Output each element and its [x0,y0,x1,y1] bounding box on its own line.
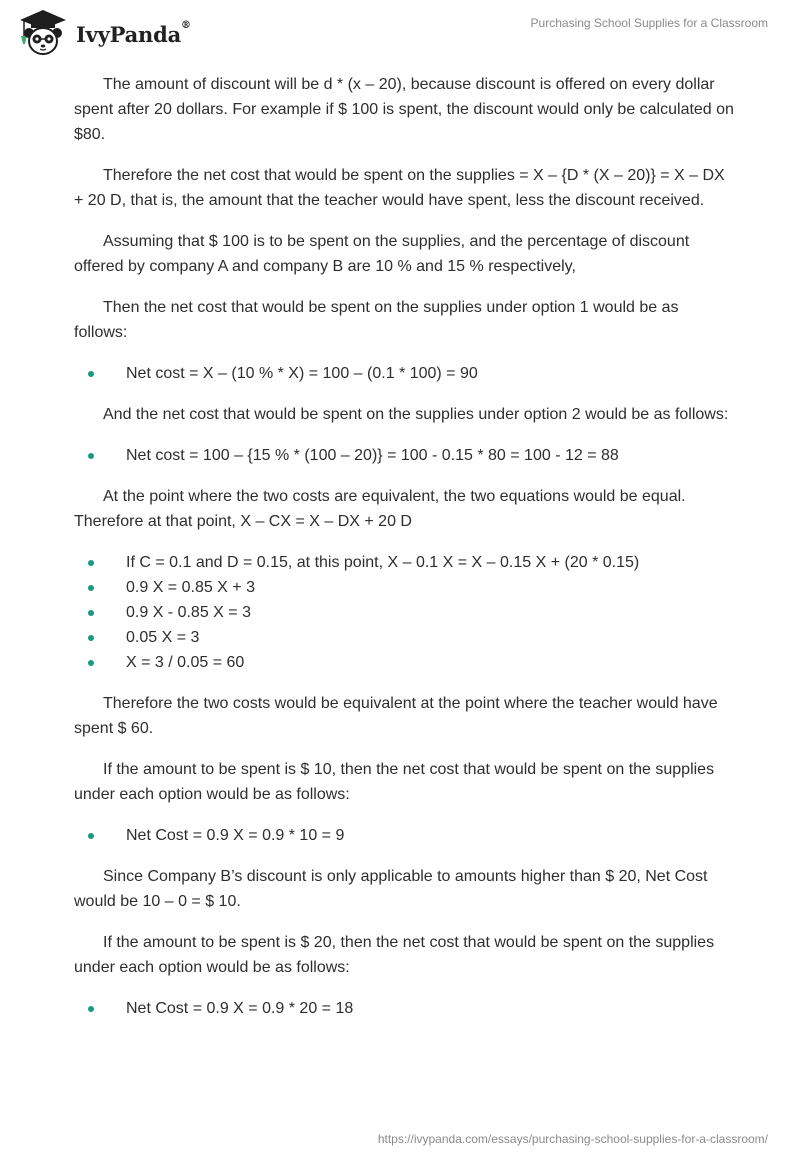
bullet-dot-icon [88,453,94,459]
list-item: 0.05 X = 3 [74,625,734,650]
source-url[interactable]: https://ivypanda.com/essays/purchasing-school-supplies-for-a-classroom/ [377,1132,768,1146]
bullet-list [74,361,734,386]
list-item: Net Cost = 0.9 X = 0.9 * 20 = 18 [74,996,734,1021]
bullet-list [74,443,734,468]
bullet-dot-icon [88,833,94,839]
bullet-list [74,550,734,675]
bullet-dot-icon [88,635,94,641]
bullet-dot-icon [88,1006,94,1012]
bullet-list [74,996,734,1021]
bullet-dot-icon [88,560,94,566]
paragraph: Since Company B’s discount is only applicable to amounts higher than $ 20, Net Cost would be 10 – 0 = $ 10. [74,868,708,910]
list-item: X = 3 / 0.05 = 60 [74,650,734,675]
paragraph: Therefore the net cost that would be spent on the supplies = X – {D * (X – 20)} = X – DX + 20 D, that is, the amount that the teacher would have spent, less the discount received. [74,167,725,209]
list-item: Net cost = X – (10 % * X) = 100 – (0.1 * 100) = 90 [74,361,734,386]
paragraph: Therefore the two costs would be equivalent at the point where the teacher would have spent $ 60. [74,695,718,737]
paragraph: Assuming that $ 100 is to be spent on the supplies, and the percentage of discount offered by company A and company B are 10 % and 15 % respectively, [74,233,690,275]
list-item: 0.9 X = 0.85 X + 3 [74,575,734,600]
bullet-dot-icon [88,610,94,616]
list-item: 0.9 X - 0.85 X = 3 [74,600,734,625]
list-item: If C = 0.1 and D = 0.15, at this point, X – 0.1 X = X – 0.15 X + (20 * 0.15) [74,550,734,575]
paragraph: The amount of discount will be d * (x – 20), because discount is offered on every dollar spent after 20 dollars. For example if $ 100 is spent, the discount would only be calculated on $80. [74,76,734,143]
paragraph: And the net cost that would be spent on the supplies under option 2 would be as follows: [103,406,729,423]
document-title: Purchasing School Supplies for a Classroom [530,16,768,30]
essay-content [74,72,734,1037]
paragraph: If the amount to be spent is $ 10, then the net cost that would be spent on the supplies under each option would be as follows: [74,761,715,803]
registered-mark: ® [181,19,191,31]
page-header [0,0,800,60]
list-item: Net Cost = 0.9 X = 0.9 * 10 = 9 [74,823,734,848]
bullet-dot-icon [88,585,94,591]
bullet-dot-icon [88,660,94,666]
bullet-list [74,823,734,848]
list-item: Net cost = 100 – {15 % * (100 – 20)} = 100 - 0.15 * 80 = 100 - 12 = 88 [74,443,734,468]
brand-logo[interactable] [16,8,191,58]
panda-graduate-logo-icon [16,8,70,58]
paragraph: Then the net cost that would be spent on the supplies under option 1 would be as follows: [74,299,679,341]
bullet-dot-icon [88,371,94,377]
paragraph: At the point where the two costs are equivalent, the two equations would be equal. Therefore at that point, X – CX = X – DX + 20 D [74,488,686,530]
paragraph: If the amount to be spent is $ 20, then the net cost that would be spent on the supplies under each option would be as follows: [74,934,715,976]
brand-name: IvyPanda® [76,19,191,47]
